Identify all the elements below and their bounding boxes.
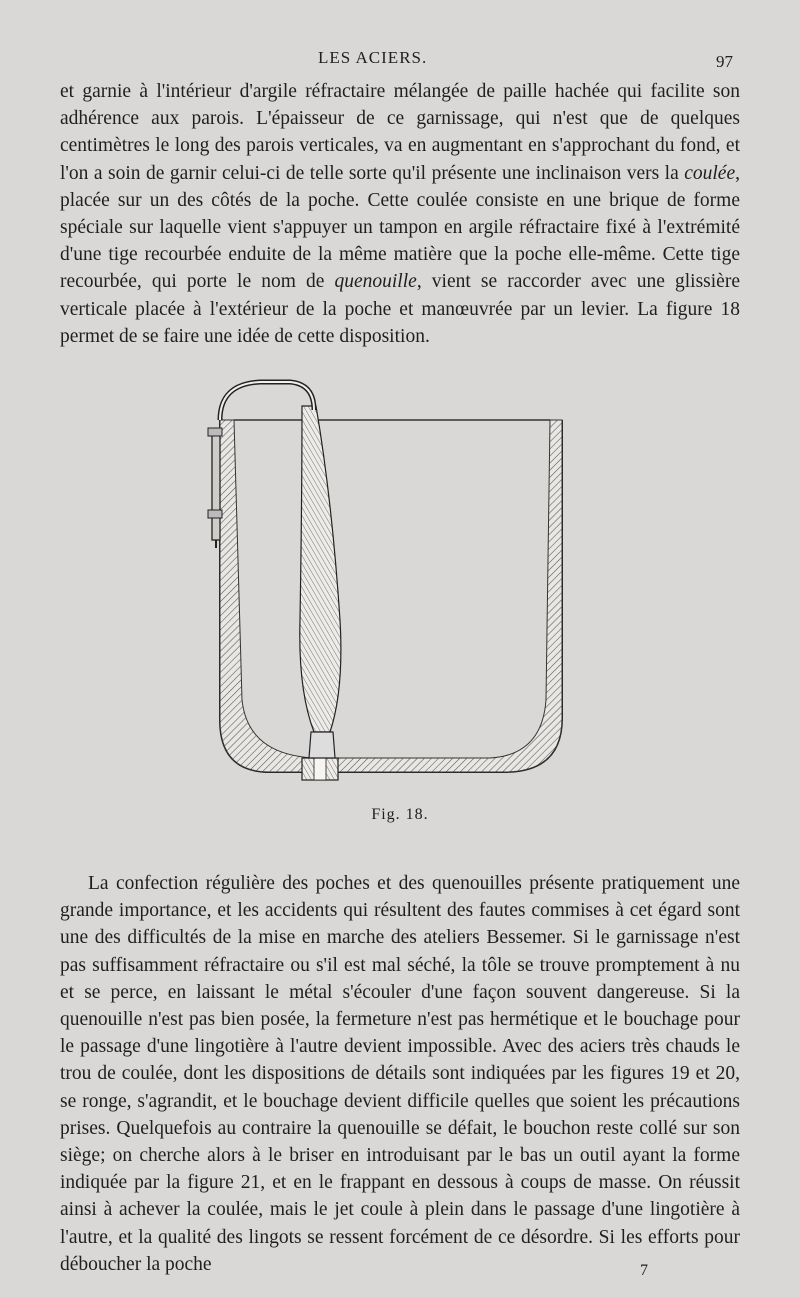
- refractory-lining: [220, 420, 562, 772]
- stopper-rod: [300, 406, 341, 732]
- vertical-slide: [212, 430, 220, 540]
- term-quenouille: quenouille: [334, 271, 417, 293]
- page-header: [0, 44, 800, 74]
- tap-hole: [314, 758, 326, 780]
- ladle-stopper-figure: [190, 370, 590, 800]
- paragraph-ladle-manufacture: La confection régulière des poches et des quenouilles présente pratiquement une grande importance, et les accidents qui résultent des fautes commises à cet égard sont une des difficultés de la mise en marche des ateliers Bessemer. Si le garnissage n'est pas suffisamment réfractaire ou s'il est mal séché, la tôle se trouve promptement à nu et se perce, en laissant le métal s'écouler d'une façon souvent dangereuse. Si la quenouille n'est pas bien posée, la fermeture n'est pas hermétique et le bouchage pour le passage d'une lingotière à l'autre devient impossible. Avec des aciers très chauds le trou de coulée, dont les dispositions de détails sont indiquées par les figures 19 et 20, se ronge, s'agrandit, et le bouchage devient difficile quelles que soient les précautions prises. Quelquefois au contraire la quenouille se défait, le bouchon reste collé sur son siège; on cherche alors à le briser en introduisant par le bas un outil ayant la forme indiquée par la figure 21, et en le frappant en dessous à coups de masse. On réussit ainsi à achever la coulée, mais le jet coule à plein dans le passage d'une lingotière à l'autre, et la qualité des lingots se ressent forcément de ce désordre. Si les efforts pour déboucher la poche: [60, 873, 740, 1275]
- paragraph-text: , vient se raccorder avec une glissière verticale placée à l'extérieur de la poche et manœuvrée par un levier. La figure 18 permet de se faire une idée de cette disposition.: [60, 271, 740, 347]
- figure-caption: Fig. 18.: [371, 806, 429, 823]
- running-title: LES ACIERS.: [318, 48, 428, 67]
- slide-clamp-bottom: [208, 510, 222, 518]
- signature-mark: 7: [640, 1262, 648, 1279]
- stopper-head: [309, 732, 335, 758]
- paragraph-ladle-lining: [60, 78, 740, 350]
- curved-rod: [220, 382, 314, 420]
- ladle-shell: [220, 420, 562, 772]
- paragraph-text: et garnie à l'intérieur d'argile réfractaire mélangée de paille hachée qui facilite son adhérence aux parois. L'épaisseur de ce garnissage, qui n'est que de quelques centimètres le long des parois verticales, va en augmentant en s'approchant du fond, et l'on a soin de garnir celui-ci de telle sorte qu'il présente une inclinaison vers la: [60, 81, 740, 184]
- term-coulee: coulée: [684, 162, 736, 184]
- paragraph-text: , placée sur un des côtés de la poche. Cette coulée consiste en une brique de forme spéciale sur laquelle vient s'appuyer un tampon en argile réfractaire fixé à l'extrémité d'une tige recourbée enduite de la même matière que la poche elle-même. Cette tige recourbée, qui porte le nom de: [60, 162, 740, 293]
- page-number: 97: [716, 52, 733, 71]
- slide-clamp-top: [208, 428, 222, 436]
